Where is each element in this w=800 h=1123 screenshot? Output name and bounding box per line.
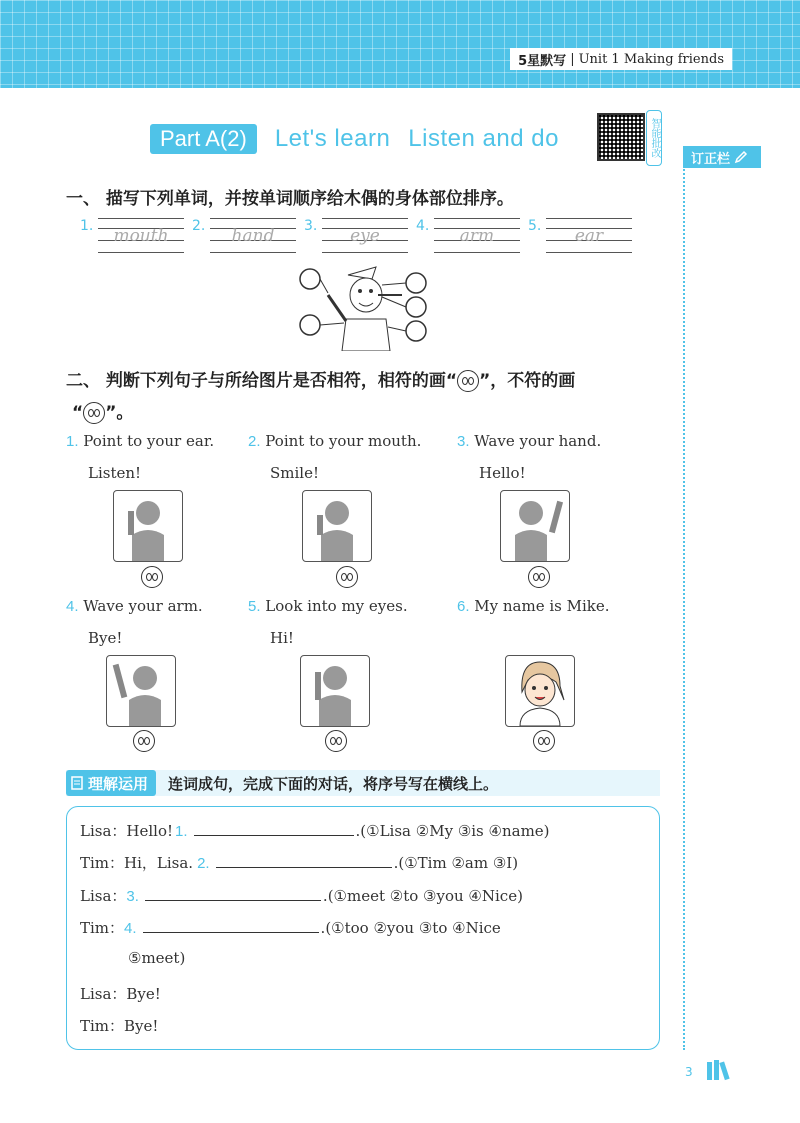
judge-item-6 <box>457 597 610 615</box>
dialog-speaker: Tim： <box>80 919 125 937</box>
section2-heading-text-end: ”，不符的画 <box>479 371 576 391</box>
answer-blank[interactable] <box>143 919 319 933</box>
apply-tag <box>66 770 156 796</box>
books-icon <box>705 1058 737 1082</box>
girl-portrait-picture <box>505 655 575 727</box>
smart-grading-label: 智能批改 <box>646 110 662 166</box>
section2-heading-line2 <box>72 398 133 424</box>
boy-waving-hand-picture <box>500 490 570 562</box>
trace-word: hand <box>231 226 275 246</box>
lets-learn-title: Let's learn <box>274 125 391 152</box>
dialog-number: 2. <box>197 855 210 872</box>
dialog-options: .(①meet ②to ③you ④Nice) <box>322 887 523 905</box>
correction-label: 订正栏 <box>691 151 731 167</box>
answer-face-icon[interactable] <box>528 566 550 588</box>
answer-face-icon[interactable] <box>133 730 155 752</box>
dialog-number: 4. <box>124 920 137 937</box>
apply-section-bar <box>66 770 660 796</box>
qr-code-icon[interactable] <box>597 113 645 161</box>
answer-blank[interactable] <box>216 854 392 868</box>
trace-word: mouth <box>113 226 169 246</box>
item-sentence: Point to your mouth. <box>265 432 422 450</box>
dialog-line-2 <box>80 852 518 873</box>
dialog-number: 1. <box>175 823 188 840</box>
answer-blank[interactable] <box>194 822 354 836</box>
pencil-icon <box>734 150 748 164</box>
judge-item-4 <box>66 597 203 615</box>
listen-and-do-title: Listen and do <box>408 125 559 152</box>
item-sentence: Wave your arm. <box>83 597 203 615</box>
apply-tag-label: 理解运用 <box>88 774 149 793</box>
part-badge: Part A(2) <box>150 124 257 154</box>
word-slot[interactable] <box>304 214 408 254</box>
notepad-icon <box>70 776 84 790</box>
dialog-number: 3. <box>126 888 139 905</box>
blank-circle[interactable] <box>406 297 426 317</box>
item-sentence: My name is Mike. <box>474 597 610 615</box>
dialog-speaker: Tim：Hi，Lisa. <box>80 854 194 872</box>
item-sentence: Wave your hand. <box>474 432 602 450</box>
slot-number: 3. <box>304 218 318 234</box>
dialog-line-6: Tim：Bye! <box>80 1017 159 1035</box>
correction-column <box>683 150 685 1050</box>
word-slot[interactable] <box>528 214 632 254</box>
boy-pointing-eye-picture <box>300 655 370 727</box>
quote-close: ”。 <box>105 403 134 423</box>
boy-pointing-mouth-picture <box>302 490 372 562</box>
page-number: 3 <box>685 1065 693 1079</box>
section1-heading: 一、 描写下列单词，并按单词顺序给木偶的身体部位排序。 <box>66 189 514 209</box>
dialog-line-1 <box>80 820 550 841</box>
section2-heading-text: 二、 判断下列句子与所给图片是否相符，相符的画“ <box>66 371 458 391</box>
section2-heading <box>66 366 575 392</box>
item-response: Hi! <box>270 629 294 647</box>
dialog-line-4 <box>80 917 501 938</box>
slot-number: 4. <box>416 218 430 234</box>
trace-word: arm <box>459 226 495 246</box>
item-number: 1. <box>66 433 79 450</box>
quote-open: “ <box>72 403 84 423</box>
item-number: 6. <box>457 598 470 615</box>
item-number: 3. <box>457 433 470 450</box>
slot-number: 2. <box>192 218 206 234</box>
word-slot[interactable] <box>80 214 184 254</box>
dialog-line-4-cont: ⑤meet) <box>128 949 186 967</box>
slot-number: 1. <box>80 218 94 234</box>
item-response: Smile! <box>270 464 319 482</box>
smile-face-icon <box>457 370 479 392</box>
judge-item-2 <box>248 432 421 450</box>
divider: | <box>570 51 575 67</box>
answer-blank[interactable] <box>145 887 321 901</box>
dialog-options: .(①Lisa ②My ③is ④name) <box>355 822 550 840</box>
judge-item-1 <box>66 432 214 450</box>
item-number: 4. <box>66 598 79 615</box>
word-slots <box>80 214 632 254</box>
sad-face-icon <box>83 402 105 424</box>
item-response: Hello! <box>479 464 526 482</box>
trace-word: ear <box>574 226 604 246</box>
dialog-line-3 <box>80 885 523 906</box>
judge-item-3 <box>457 432 601 450</box>
dialog-line-5: Lisa：Bye! <box>80 985 161 1003</box>
answer-face-icon[interactable] <box>336 566 358 588</box>
blank-circle[interactable] <box>300 315 320 335</box>
dialog-options: .(①Tim ②am ③I) <box>393 854 519 872</box>
dialog-options: .(①too ②you ③to ④Nice <box>320 919 501 937</box>
item-sentence: Look into my eyes. <box>265 597 408 615</box>
apply-instruction: 连词成句，完成下面的对话，将序号写在横线上。 <box>168 774 499 793</box>
slot-number: 5. <box>528 218 542 234</box>
blank-circle[interactable] <box>406 273 426 293</box>
answer-face-icon[interactable] <box>325 730 347 752</box>
word-slot[interactable] <box>416 214 520 254</box>
blank-circle[interactable] <box>406 321 426 341</box>
dialog-speaker: Lisa： <box>80 887 127 905</box>
pinocchio-puppet-illustration <box>298 265 432 351</box>
girl-waving-arm-picture <box>106 655 176 727</box>
blank-circle[interactable] <box>300 269 320 289</box>
item-response: Listen! <box>88 464 142 482</box>
unit-label: Unit 1 Making friends <box>578 51 724 67</box>
boy-pointing-ear-picture <box>113 490 183 562</box>
lesson-title <box>150 124 559 154</box>
item-response: Bye! <box>88 629 123 647</box>
judge-item-5 <box>248 597 408 615</box>
series-label: 5星默写 <box>518 53 567 69</box>
dialog-speaker: Lisa：Hello! <box>80 822 174 840</box>
item-number: 5. <box>248 598 261 615</box>
word-slot[interactable] <box>192 214 296 254</box>
item-sentence: Point to your ear. <box>83 432 215 450</box>
trace-word: eye <box>350 226 380 246</box>
answer-face-icon[interactable] <box>533 730 555 752</box>
answer-face-icon[interactable] <box>141 566 163 588</box>
header-band <box>0 0 800 88</box>
item-number: 2. <box>248 433 261 450</box>
header-tag <box>510 48 732 70</box>
correction-tag <box>683 146 761 168</box>
